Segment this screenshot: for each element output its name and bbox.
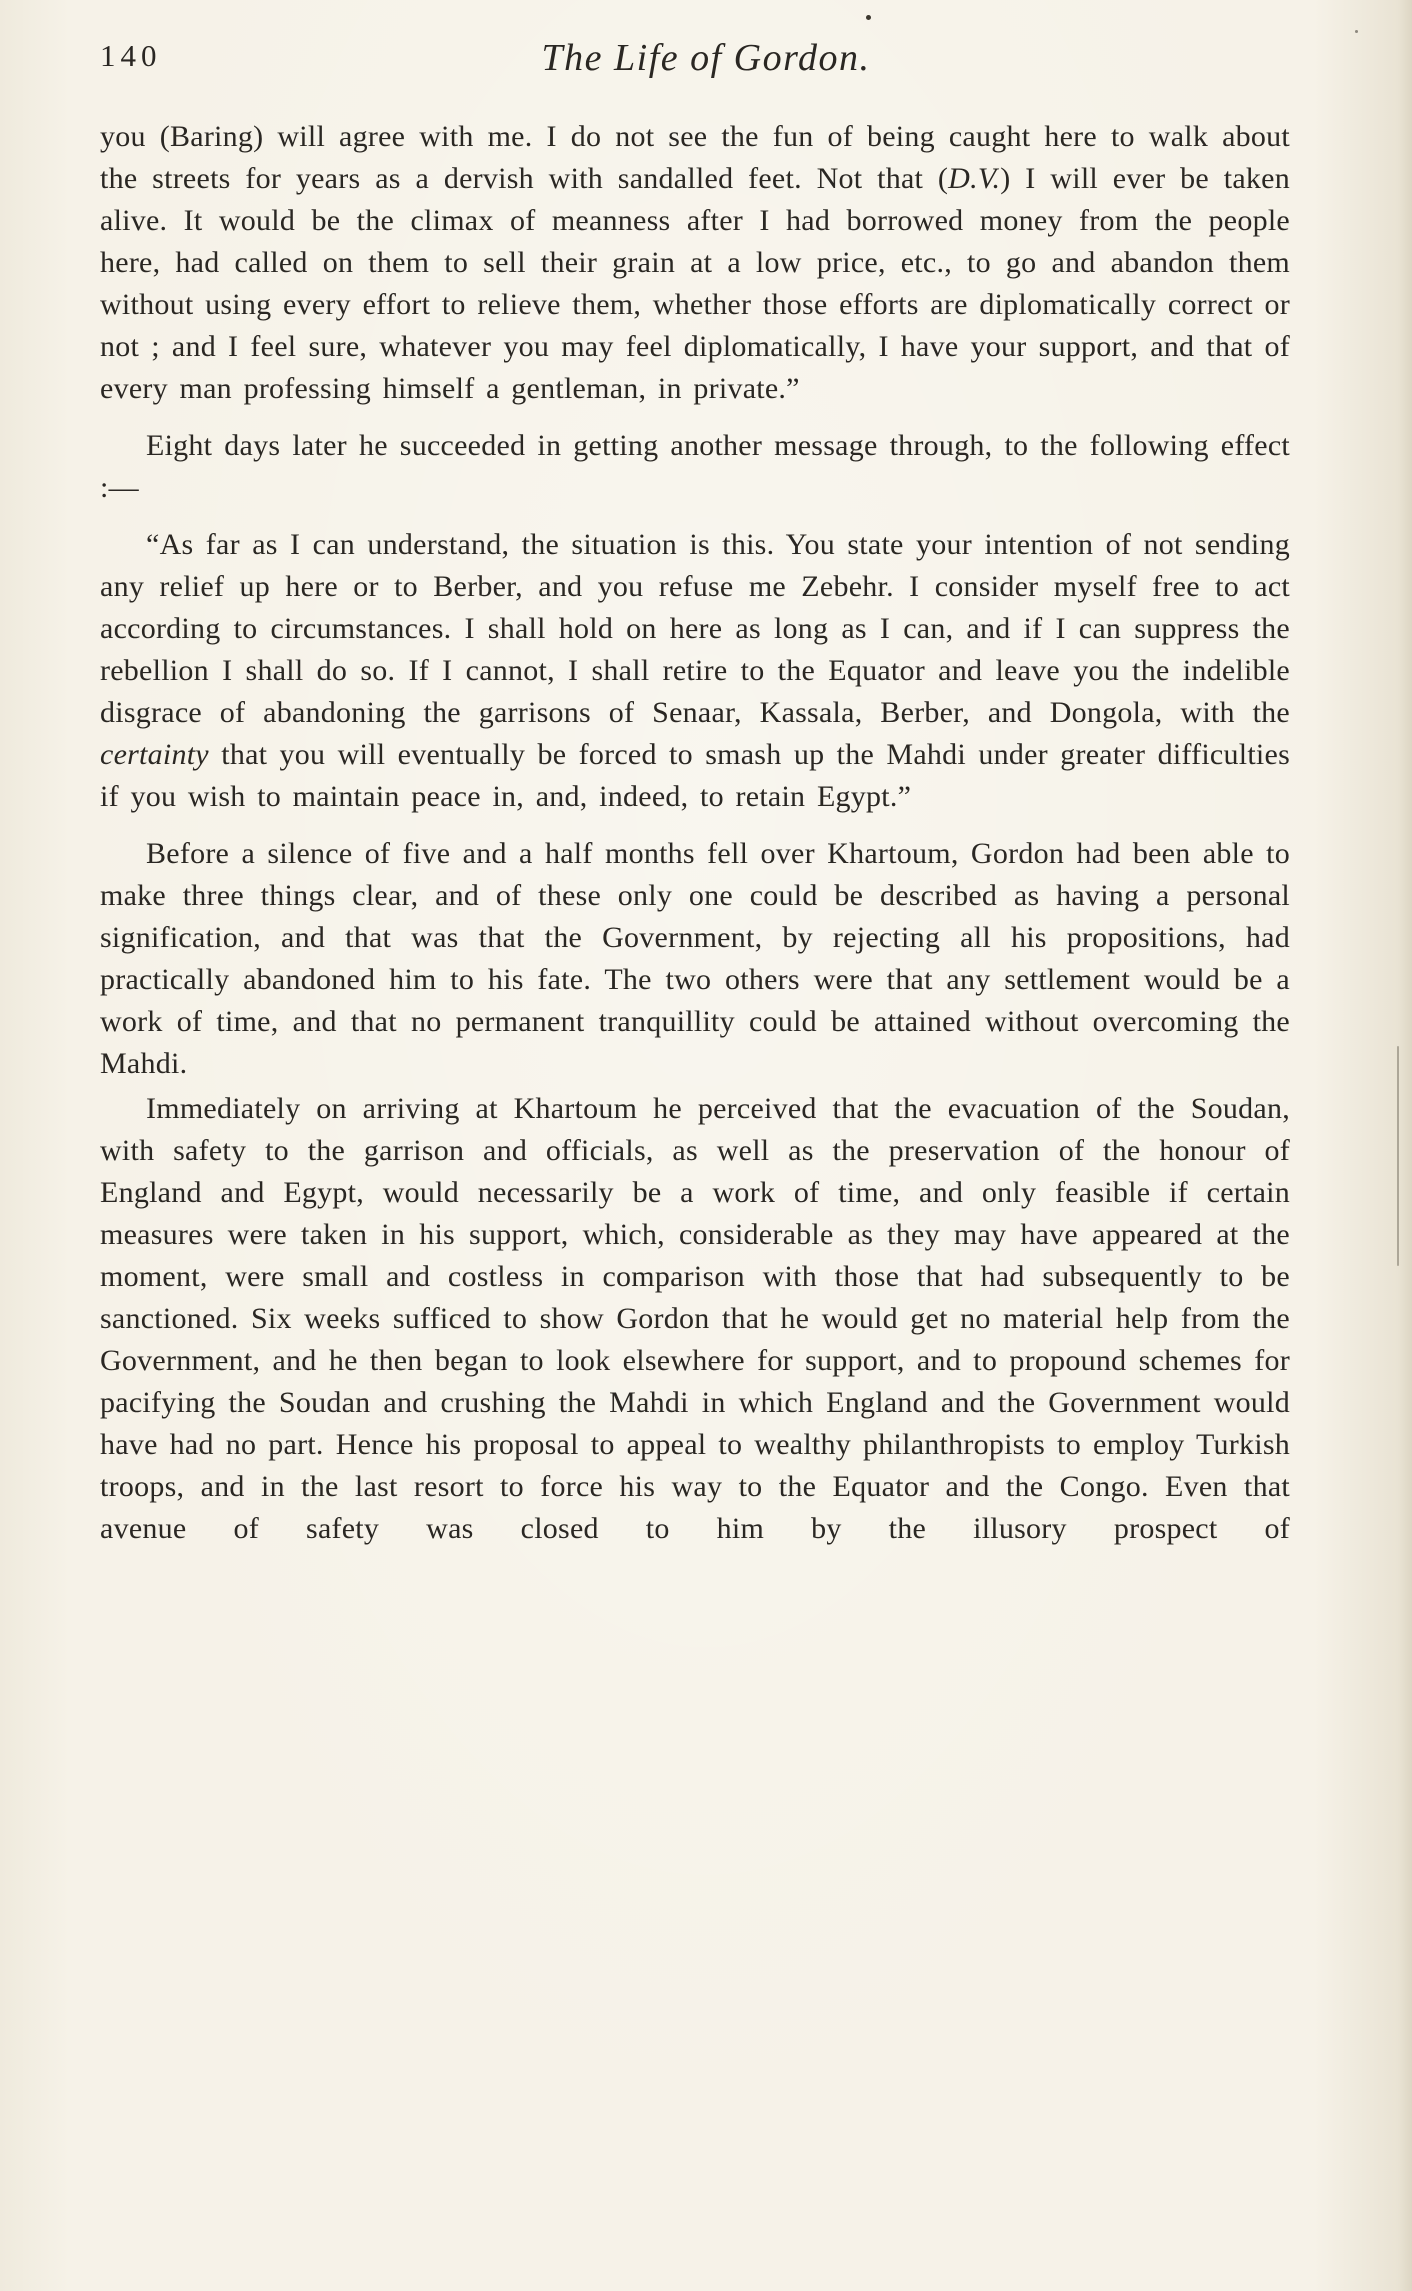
paragraph-before-silence (100, 833, 1290, 1085)
paragraph-quote-message (100, 524, 1290, 818)
paragraph-quote-baring (100, 116, 1290, 410)
text-segment: Eight days later he succeeded in getting another message through, to the following effect :— (100, 429, 1290, 504)
page-number: 140 (100, 38, 162, 73)
running-header (0, 0, 1412, 90)
text-segment: Immediately on arriving at Khartoum he perceived that the evacuation of the Soudan, with safety to the garrison and officials, as well as the preservation of the honour of England and Egypt, would necessarily be a work of time, and only feasible if certain measures were taken in his support, which, considerable as they may have appeared at the moment, were small and costless in comparison with those that had subsequently to be sanctioned. Six weeks sufficed to show Gordon that he would get no material help from the Government, and he then began to look elsewhere for support, and to propound schemes for pacifying the Soudan and crushing the Mahdi in which England and the Government would have had no part. Hence his proposal to appeal to wealthy philanthropists to employ Turkish troops, and in the last resort to force his way to the Equator and the Congo. Even that avenue of safety was closed to him by the illusory prospect of (100, 1092, 1290, 1545)
text-segment: ) I will ever be taken alive. It would be the climax of meanness after I had borrowed money from the people here, had called on them to sell their grain at a low price, etc., to go and abandon them without using every effort to relieve them, whether those efforts are diplomatically correct or not ; and I feel sure, whatever you may feel diplomatically, I have your support, and that of every man professing himself a gentleman, in private.” (100, 162, 1291, 405)
text-segment: that you will eventually be forced to smash up the Mahdi under greater difficulties if you wish to maintain peace in, and, indeed, to retain Egypt.” (100, 738, 1290, 813)
text-segment: Before a silence of five and a half months fell over Khartoum, Gordon had been able to make three things clear, and of these only one could be described as having a personal signification, and that was that the Government, by rejecting all his propositions, had practically abandoned him to his fate. The two others were that any settlement would be a work of time, and that no permanent tranquillity could be attained without overcoming the Mahdi. (100, 837, 1290, 1080)
text-segment-italic: D.V. (948, 162, 1001, 195)
scan-edge-line (1397, 1046, 1399, 1266)
text-segment-italic: certainty (100, 738, 209, 771)
text-segment: you (Baring) will agree with me. I do not see the fun of being caught here to walk about the streets for years as a dervish with sandalled feet. Not that ( (100, 120, 1290, 195)
text-segment: “As far as I can understand, the situation is this. You state your intention of not sending any relief up here or to Berber, and you refuse me Zebehr. I consider myself free to act according to circumstances. I shall hold on here as long as I can, and if I can suppress the rebellion I shall do so. If I cannot, I shall retire to the Equator and leave you the indelible disgrace of abandoning the garrisons of Senaar, Kassala, Berber, and Dongola, with the (100, 528, 1290, 729)
running-head-title: The Life of Gordon. (541, 37, 871, 79)
paragraph-immediately (100, 1088, 1290, 1550)
body-text (100, 116, 1290, 1550)
paragraph-eight-days (100, 425, 1290, 509)
